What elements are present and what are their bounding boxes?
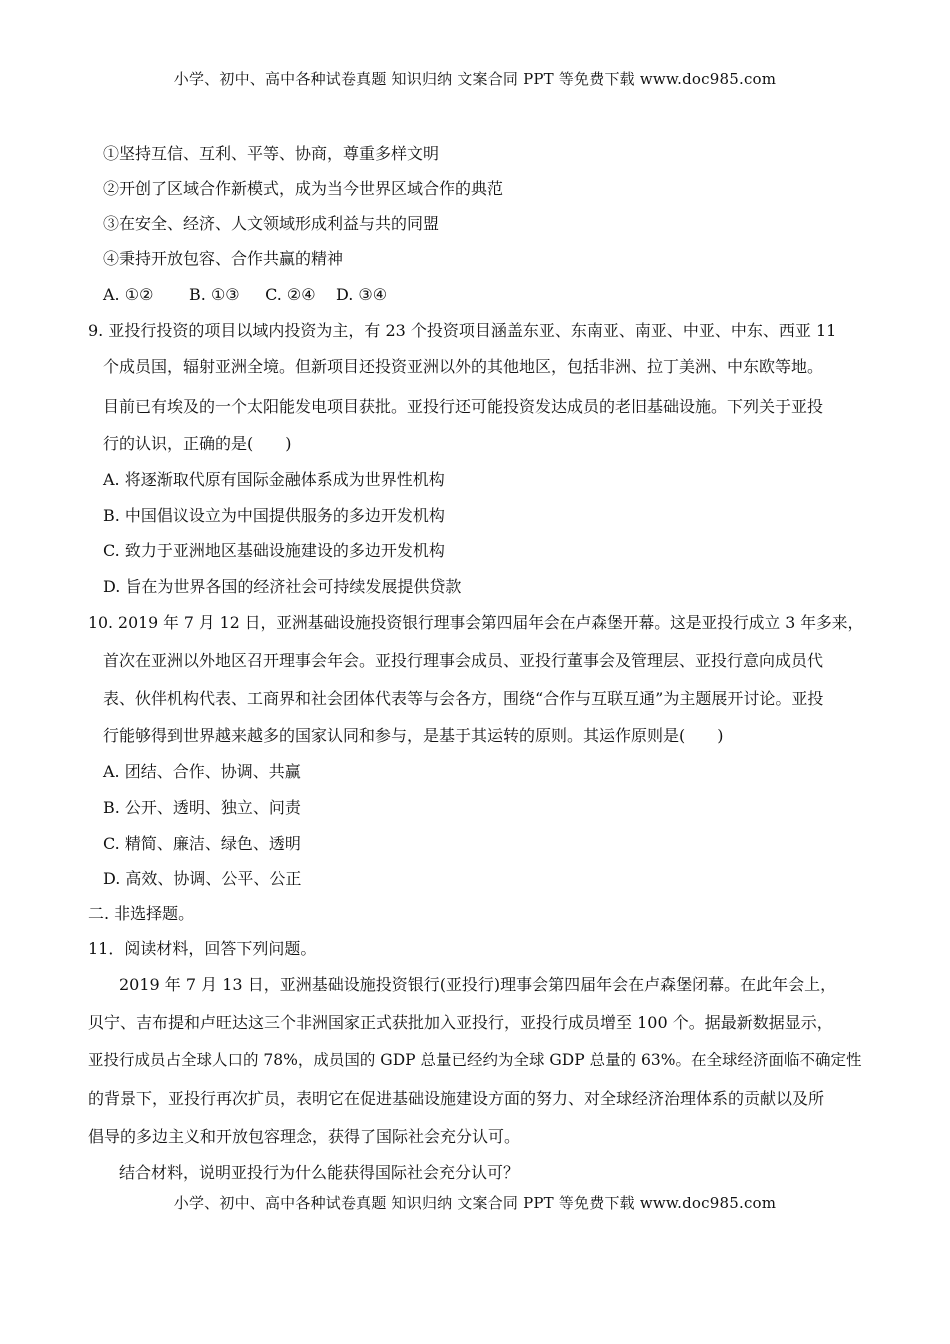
q9-line-4: 行的认识，正确的是( ) — [103, 434, 292, 453]
q11-material-5: 倡导的多边主义和开放包容理念，获得了国际社会充分认可。 — [88, 1127, 521, 1146]
q10-option-d: D. 高效、协调、公平、公正 — [103, 869, 302, 888]
q11-material-3: 亚投行成员占全球人口的 78%，成员国的 GDP 总量已经约为全球 GDP 总量的 63%。在全球经济面临不确定性 — [88, 1051, 862, 1069]
q10-option-b: B. 公开、透明、独立、问责 — [103, 798, 301, 817]
page-header: 小学、初中、高中各种试卷真题 知识归纳 文案合同 PPT 等免费下载 www.doc985.com — [173, 70, 777, 88]
q11-material-2: 贝宁、吉布提和卢旺达这三个非洲国家正式获批加入亚投行，亚投行成员增至 100 个。据最新数据显示， — [88, 1013, 833, 1032]
q9-option-a: A. 将逐渐取代原有国际金融体系成为世界性机构 — [103, 470, 445, 489]
q10-option-c: C. 精简、廉洁、绿色、透明 — [103, 834, 301, 853]
q9-option-c: C. 致力于亚洲地区基础设施建设的多边开发机构 — [103, 541, 445, 560]
q8-options: A. ①② B. ①③ C. ②④ D. ③④ — [103, 285, 388, 304]
q11-material-4: 的背景下，亚投行再次扩员，表明它在促进基础设施建设方面的努力、对全球经济治理体系的贡献以及所 — [88, 1089, 825, 1108]
q9-line-2: 个成员国，辐射亚洲全境。但新项目还投资亚洲以外的其他地区，包括非洲、拉丁美洲、中东欧等地。 — [103, 357, 824, 376]
q10-option-a: A. 团结、合作、协调、共赢 — [103, 762, 301, 781]
q9-line-1: 9. 亚投行投资的项目以域内投资为主，有 23 个投资项目涵盖东亚、东南亚、南亚、中亚、中东、西亚 11 — [88, 321, 837, 340]
q11-title: 11．阅读材料，回答下列问题。 — [88, 939, 317, 958]
q8-item-4: ④秉持开放包容、合作共赢的精神 — [103, 249, 344, 268]
q10-line-3: 表、伙伴机构代表、工商界和社会团体代表等与会各方，围绕“合作与互联互通”为主题展开讨论。亚投 — [103, 689, 824, 708]
q9-line-3: 目前已有埃及的一个太阳能发电项目获批。亚投行还可能投资发达成员的老旧基础设施。下列关于亚投 — [103, 397, 824, 416]
q10-line-4: 行能够得到世界越来越多的国家认同和参与，是基于其运转的原则。其运作原则是( ) — [103, 726, 724, 745]
q8-item-3: ③在安全、经济、人文领域形成利益与共的同盟 — [103, 214, 440, 233]
q10-line-2: 首次在亚洲以外地区召开理事会年会。亚投行理事会成员、亚投行董事会及管理层、亚投行意向成员代 — [103, 651, 824, 670]
q8-item-2: ②开创了区域合作新模式，成为当今世界区域合作的典范 — [103, 179, 504, 198]
q8-item-1: ①坚持互信、互利、平等、协商，尊重多样文明 — [103, 144, 440, 163]
q10-line-1: 10. 2019 年 7 月 12 日，亚洲基础设施投资银行理事会第四届年会在卢森堡开幕。这是亚投行成立 3 年多来， — [88, 613, 864, 632]
q11-material-1: 2019 年 7 月 13 日，亚洲基础设施投资银行(亚投行)理事会第四届年会在卢森堡闭幕。在此年会上， — [119, 975, 837, 994]
q9-option-b: B. 中国倡议设立为中国提供服务的多边开发机构 — [103, 506, 445, 525]
q9-option-d: D. 旨在为世界各国的经济社会可持续发展提供贷款 — [103, 577, 462, 596]
section-heading: 二. 非选择题。 — [88, 904, 195, 923]
page-footer: 小学、初中、高中各种试卷真题 知识归纳 文案合同 PPT 等免费下载 www.doc985.com — [173, 1194, 777, 1212]
q11-question: 结合材料，说明亚投行为什么能获得国际社会充分认可？ — [119, 1163, 520, 1182]
